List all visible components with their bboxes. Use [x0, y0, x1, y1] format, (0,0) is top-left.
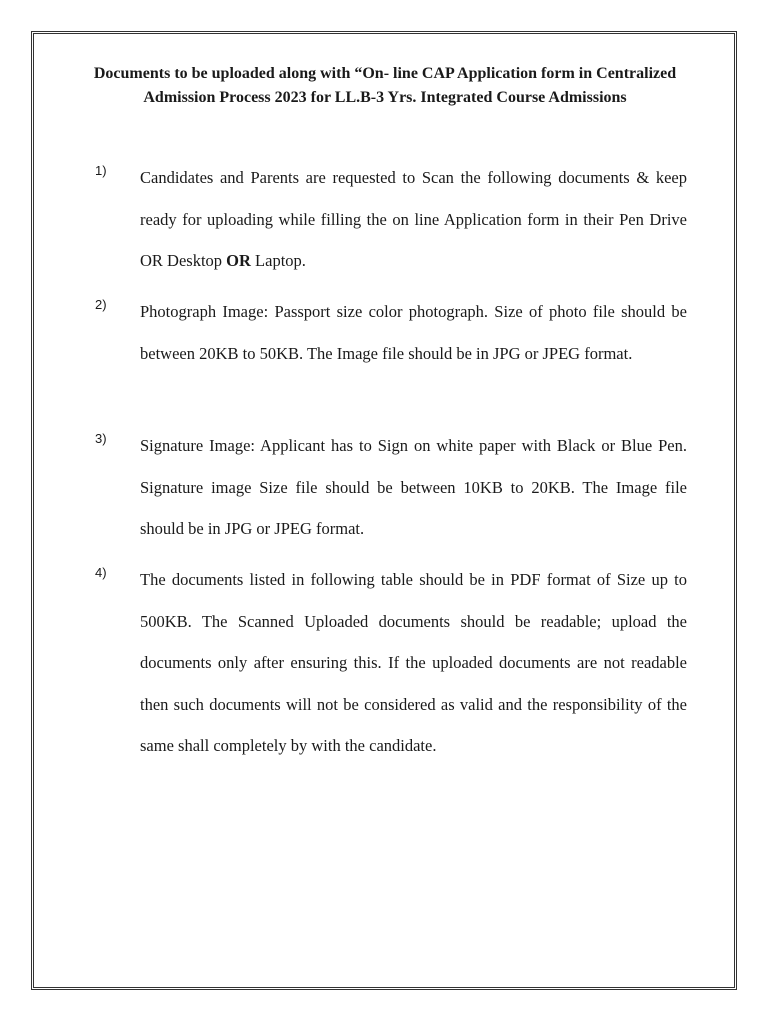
item-text — [140, 157, 687, 282]
item-text-part: Candidates and Parents are requested to Scan the following documents & keep ready for uploading while filling the on line Application form in their Pen Drive OR Desktop — [140, 168, 687, 271]
item-number: 3) — [95, 431, 107, 446]
item-text: Photograph Image: Passport size color photograph. Size of photo file should be between 20KB to 50KB. The Image file should be in JPG or JPEG format. — [140, 302, 687, 363]
item-number: 1) — [95, 163, 107, 178]
item-text: Signature Image: Applicant has to Sign on white paper with Black or Blue Pen. Signature image Size file should be between 10KB to 20KB. The Image file should be in JPG or JPEG format. — [140, 436, 687, 539]
document-title: Documents to be uploaded along with “On- line CAP Application form in Centralized Admission Process 2023 for LL.B-3 Yrs. Integrated Course Admissions — [93, 65, 677, 106]
item-text-bold: OR — [226, 251, 251, 271]
item-text-part: Laptop. — [250, 251, 306, 271]
item-number: 2) — [95, 297, 107, 312]
item-number: 4) — [95, 565, 107, 580]
item-text: The documents listed in following table should be in PDF format of Size up to 500KB. The Scanned Uploaded documents should be readable; upload the documents only after ensuring this. If the uploaded documents are not readable then such documents will not be considered as valid and the responsibility of the same shall completely by with the candidate. — [140, 570, 687, 756]
